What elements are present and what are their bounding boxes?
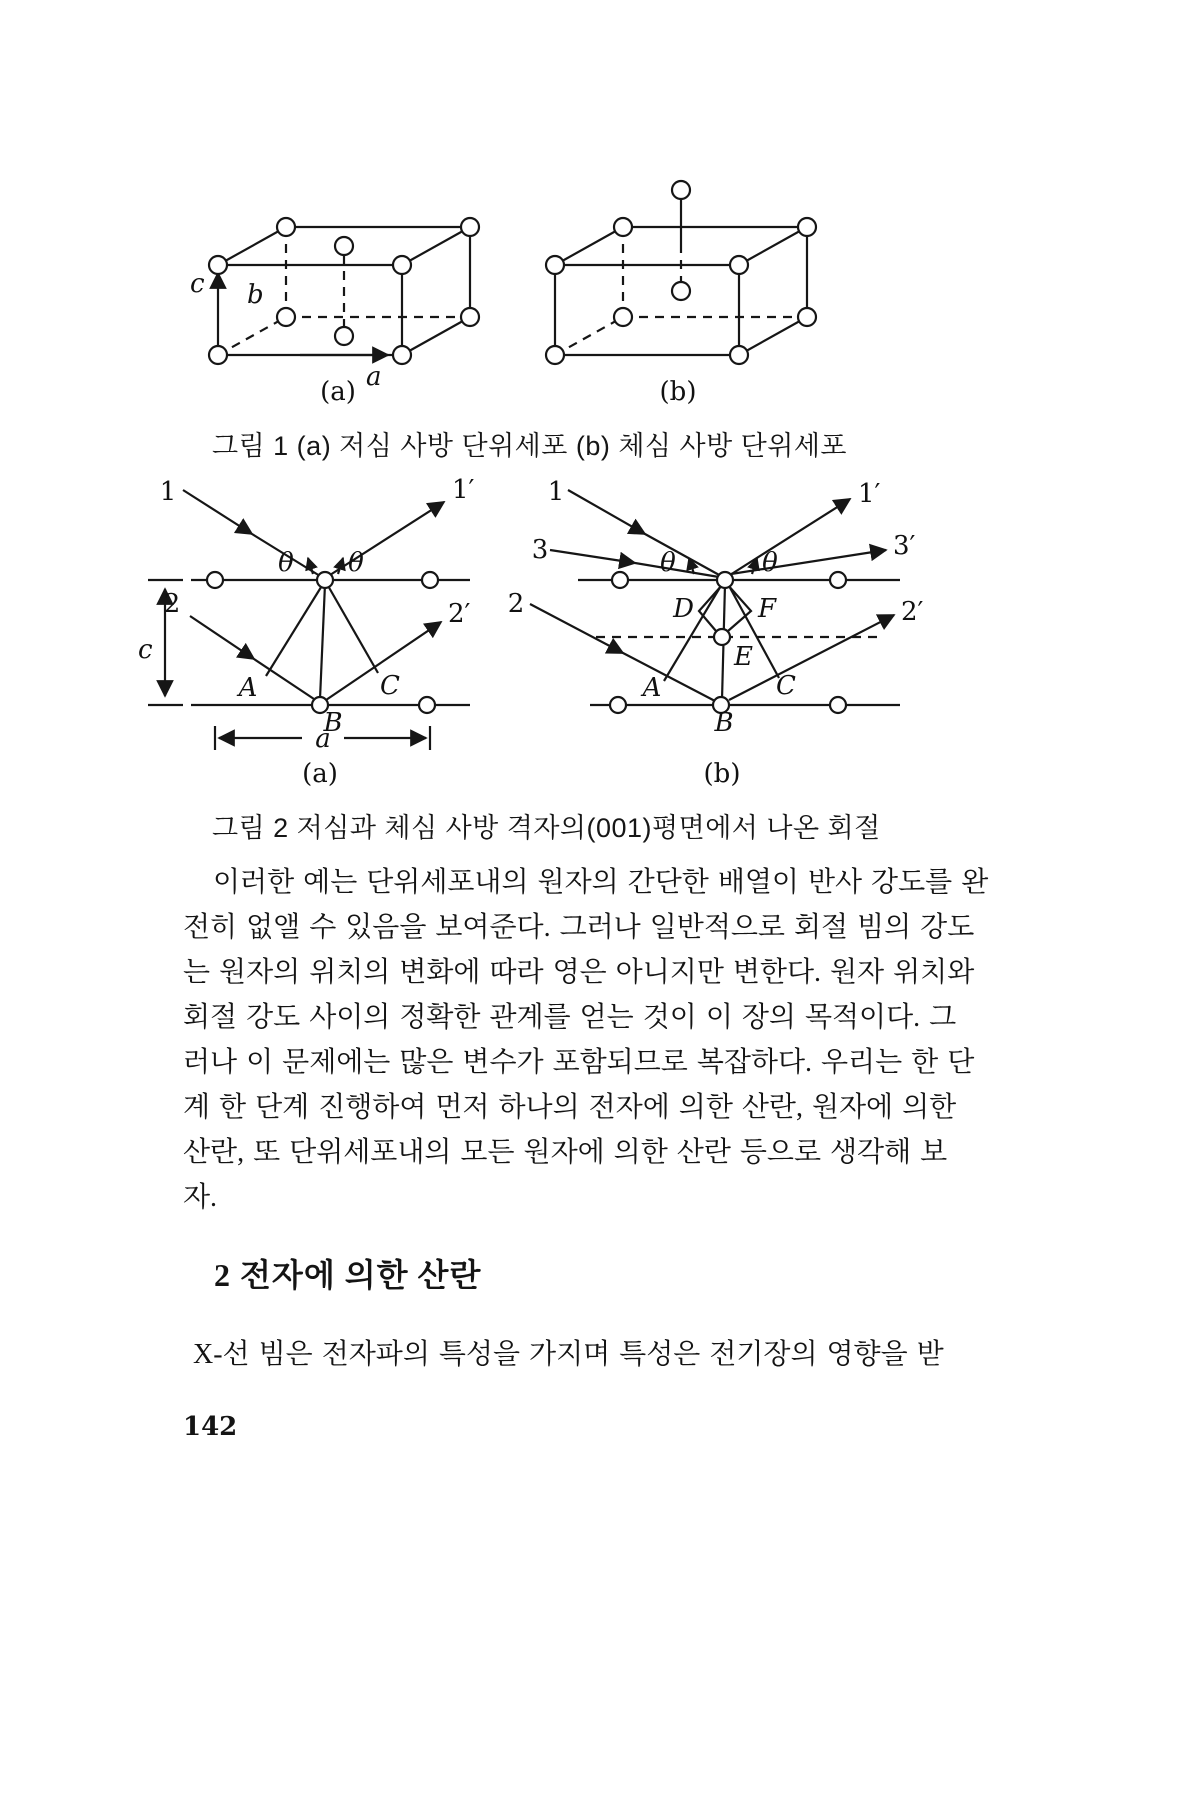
point-B-label: B	[714, 708, 734, 738]
ray2-out-label: 2′	[901, 597, 924, 627]
theta-left-label: θ	[660, 548, 676, 578]
atom	[717, 572, 733, 588]
atom	[672, 282, 690, 300]
atom	[317, 572, 333, 588]
ray1-label: 1	[547, 477, 565, 507]
point-E-label: E	[734, 642, 753, 672]
figure2-diffraction	[0, 470, 1200, 806]
ray-1	[568, 490, 721, 576]
atom	[798, 308, 816, 326]
ray-1-out	[330, 502, 444, 575]
unit-cell-a	[190, 218, 479, 407]
dim-c-label: c	[138, 635, 153, 665]
ray1-label: 1	[159, 477, 177, 507]
atom	[612, 572, 628, 588]
paragraph-line: 는 원자의 위치의 변화에 따라 영은 아니지만 변한다. 원자 위치와	[183, 957, 975, 988]
paragraph-line: 산란, 또 단위세포내의 모든 원자에 의한 산란 등으로 생각해 보	[183, 1137, 948, 1168]
point-A-label: A	[238, 673, 258, 703]
atom	[277, 308, 295, 326]
axis-a-label: a	[366, 362, 382, 392]
atom	[393, 256, 411, 274]
paragraph-2	[183, 1332, 1043, 1377]
paragraph-1	[183, 860, 1043, 1220]
section-heading: 2 전자에 의한 산란	[214, 1257, 482, 1293]
figure1-unit-cells	[0, 140, 1200, 440]
atom	[830, 697, 846, 713]
ray2-out-label: 2′	[448, 599, 471, 629]
subfigure-a-label: (a)	[302, 759, 338, 789]
point-C-label: C	[776, 671, 796, 701]
dim-a-label: a	[315, 724, 331, 754]
axis-b-label: b	[247, 280, 264, 310]
theta-left-label: θ	[278, 548, 294, 578]
paragraph-line: 회절 강도 사이의 정확한 관계를 얻는 것이 이 장의 목적이다. 그	[183, 1002, 957, 1033]
atom	[614, 218, 632, 236]
point-A-label: A	[642, 673, 662, 703]
subfigure-a-label: (a)	[320, 377, 356, 407]
atom	[798, 218, 816, 236]
atom	[614, 308, 632, 326]
paragraph-line: 러나 이 문제에는 많은 변수가 포함되므로 복잡하다. 우리는 한 단	[183, 1047, 975, 1078]
atom	[610, 697, 626, 713]
atom	[546, 346, 564, 364]
atom	[393, 346, 411, 364]
atom	[546, 256, 564, 274]
ray-1	[183, 490, 320, 576]
atom	[461, 308, 479, 326]
theta-right-label: θ	[762, 548, 778, 578]
paragraph-line: X-선 빔은 전자파의 특성을 가지며 특성은 전기장의 영향을 받	[193, 1339, 944, 1370]
point-C-label: C	[380, 671, 400, 701]
atom	[672, 181, 690, 199]
atom	[277, 218, 295, 236]
diffraction-a	[138, 475, 475, 789]
page-number: 142	[183, 1412, 238, 1442]
paragraph-line: 자.	[183, 1182, 218, 1213]
atom	[209, 346, 227, 364]
point-B-label: B	[323, 708, 343, 738]
atom	[730, 256, 748, 274]
atom	[730, 346, 748, 364]
atom	[335, 237, 353, 255]
unit-cell-b	[546, 181, 816, 407]
paragraph-line: 이러한 예는 단위세포내의 원자의 간단한 배열이 반사 강도를 완	[213, 867, 989, 898]
atom	[714, 629, 730, 645]
ray1-out-label: 1′	[452, 475, 475, 505]
ray1-out-label: 1′	[858, 479, 881, 509]
paragraph-line: 계 한 단계 진행하여 먼저 하나의 전자에 의한 산란, 원자에 의한	[183, 1092, 957, 1123]
atom	[461, 218, 479, 236]
ray-2-out	[729, 615, 894, 700]
ray2-label: 2	[163, 589, 181, 619]
ray-1-out	[730, 499, 850, 575]
atom	[207, 572, 223, 588]
point-D-label: D	[673, 594, 694, 624]
ray3-out-label: 3′	[893, 531, 916, 561]
figure1-caption: 그림 1 (a) 저심 사방 단위세포 (b) 체심 사방 단위세포	[212, 431, 848, 461]
axis-c-label: c	[190, 269, 205, 299]
point-F-label: F	[758, 594, 777, 624]
paragraph-line: 전히 없앨 수 있음을 보여준다. 그러나 일반적으로 회절 빔의 강도	[183, 912, 975, 943]
diffraction-b	[508, 477, 924, 789]
ray3-label: 3	[531, 535, 549, 565]
ray2-label: 2	[507, 589, 525, 619]
atom	[419, 697, 435, 713]
atom	[209, 256, 227, 274]
atom	[335, 327, 353, 345]
theta-right-label: θ	[348, 548, 364, 578]
subfigure-b-label: (b)	[703, 759, 741, 789]
figure2-caption: 그림 2 저심과 체심 사방 격자의(001)평면에서 나온 회절	[212, 813, 881, 843]
atom	[830, 572, 846, 588]
atom	[422, 572, 438, 588]
subfigure-b-label: (b)	[659, 377, 697, 407]
